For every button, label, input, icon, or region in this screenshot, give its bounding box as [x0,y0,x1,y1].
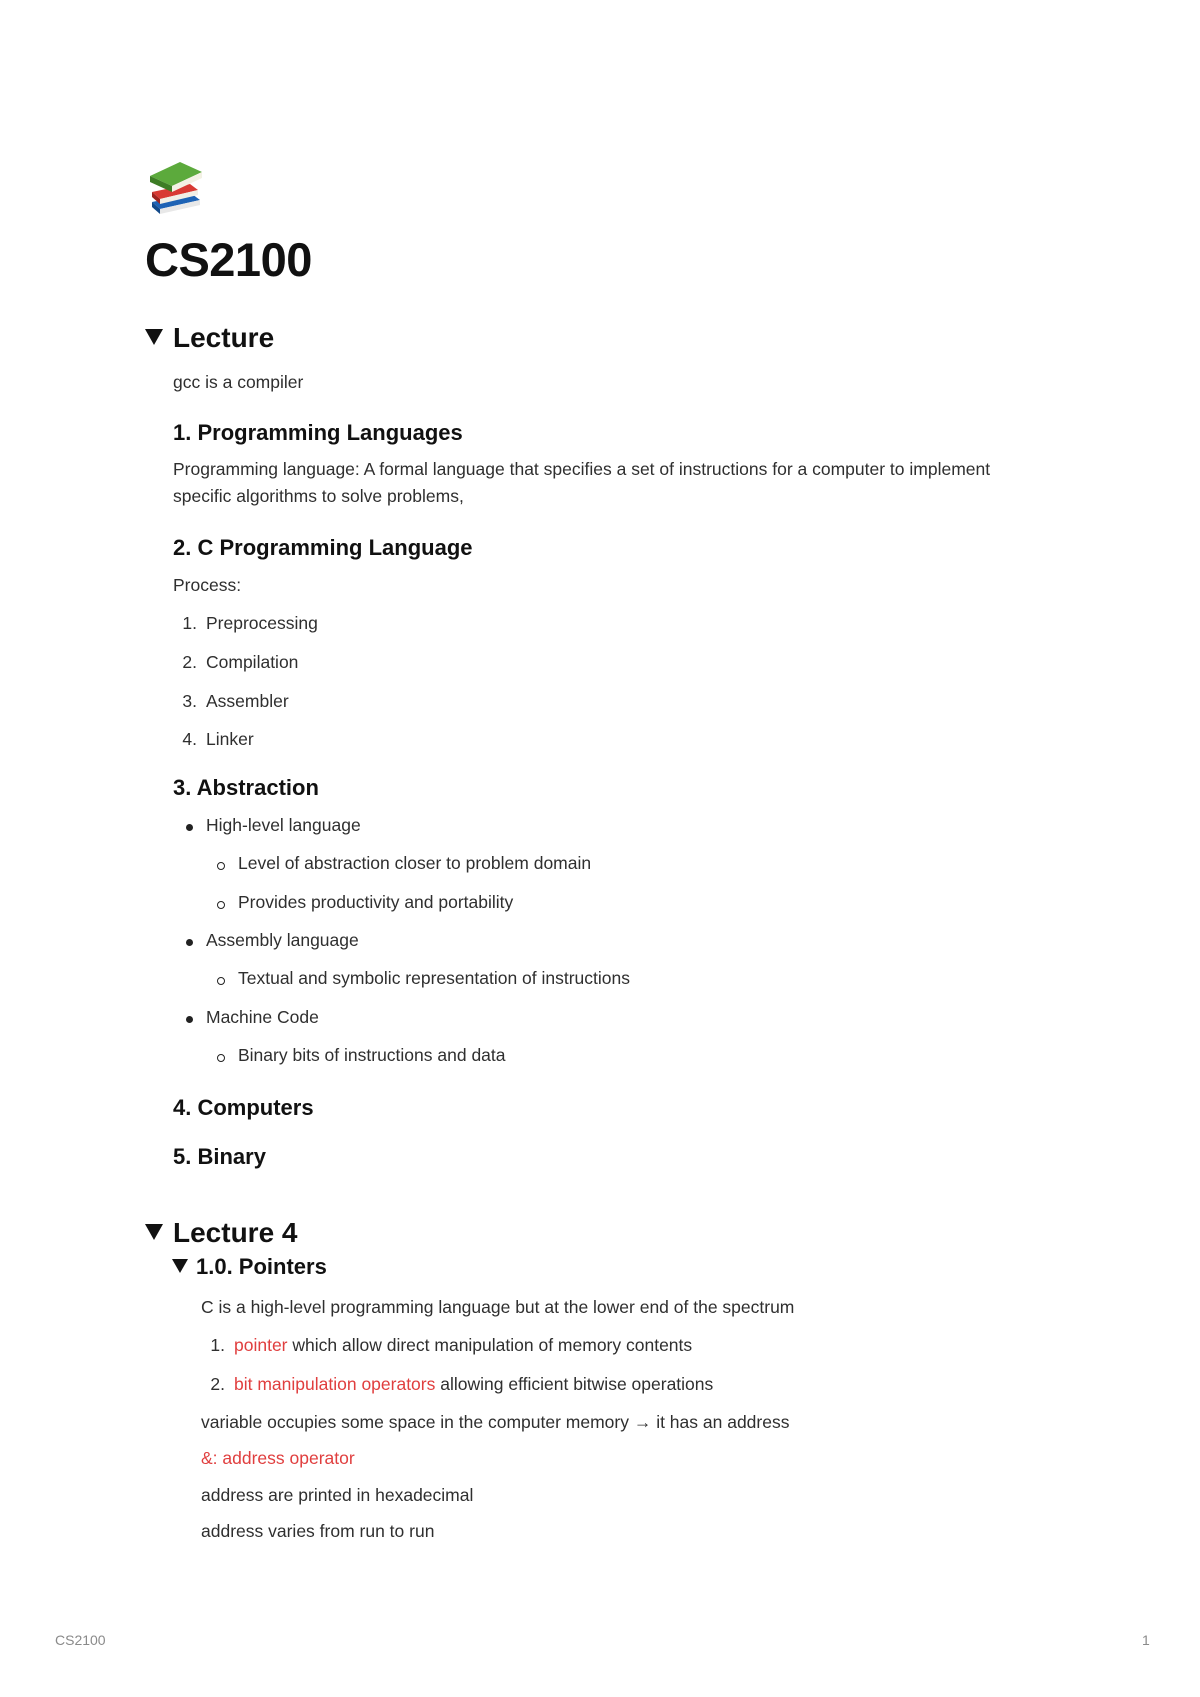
section-1-text: Programming language: A formal language that specifies a set of instructions for a computer to implement specific algorithms to solve problems, [173,459,991,506]
list-item: High-level language [206,815,361,835]
triangle-down-icon [145,1224,163,1240]
toggle-lecture-4[interactable] [145,1217,298,1249]
section-heading-2: 2. C Programming Language [173,535,473,560]
list-item: 3. Assembler [182,691,289,711]
highlight-text: bit manipulation operators [234,1374,436,1394]
process-label: Process: [173,575,242,595]
toggle-pointers[interactable] [172,1254,327,1280]
pointers-line-highlight: &: address operator [201,1448,355,1468]
list-item: Textual and symbolic representation of instructions [238,968,631,988]
list-item: Binary bits of instructions and data [238,1045,506,1065]
section-heading-1: 1. Programming Languages [173,420,463,445]
toggle-lecture-label: Lecture [173,322,275,353]
bullet-icon [186,1016,193,1023]
toggle-lecture[interactable] [145,322,274,354]
list-item: Assembly language [206,930,359,950]
footer-doc-name: CS2100 [55,1632,106,1648]
circle-bullet-icon [217,862,225,870]
list-item: 2. Compilation [182,652,299,672]
toggle-lecture-4-label: Lecture 4 [173,1217,298,1248]
section-heading-5: 5. Binary [173,1144,266,1169]
pointers-line: address are printed in hexadecimal [201,1485,474,1505]
circle-bullet-icon [217,1054,225,1062]
bullet-icon [186,824,193,831]
books-icon [148,158,208,216]
pointers-line: address varies from run to run [201,1521,435,1541]
page-number: 1 [1142,1632,1150,1648]
page-title: CS2100 [145,233,312,286]
circle-bullet-icon [217,977,225,985]
triangle-down-icon [172,1259,188,1273]
lecture-intro: gcc is a compiler [173,372,304,392]
pointers-line: variable occupies some space in the computer memory → it has an address [201,1412,790,1432]
section-heading-3: 3. Abstraction [173,775,319,800]
list-item: Machine Code [206,1007,319,1027]
toggle-pointers-label: 1.0. Pointers [196,1254,327,1279]
list-item: 1. Preprocessing [182,613,318,633]
bullet-icon [186,939,193,946]
pointers-intro: C is a high-level programming language but at the lower end of the spectrum [201,1297,795,1317]
section-heading-4: 4. Computers [173,1095,314,1120]
circle-bullet-icon [217,901,225,909]
highlight-text: pointer [234,1335,288,1355]
list-item: Provides productivity and portability [238,892,514,912]
list-item: 2. bit manipulation operators allowing efficient bitwise operations [210,1374,714,1394]
list-item: 4. Linker [182,729,254,749]
list-item: 1. pointer which allow direct manipulation of memory contents [210,1335,693,1355]
triangle-down-icon [145,329,163,345]
list-item: Level of abstraction closer to problem domain [238,853,592,873]
